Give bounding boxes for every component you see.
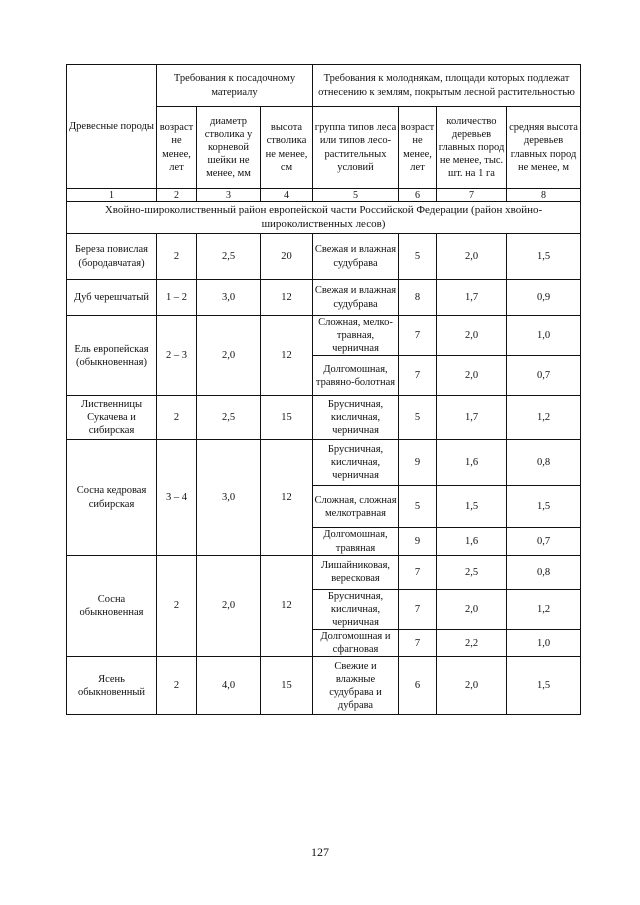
column-number: 6: [399, 189, 437, 202]
column-number: 2: [157, 189, 197, 202]
header-youngs-group: Требования к молоднякам, площади которых подлежат отнесению к землям, покрытым лесной растительностью: [313, 65, 581, 107]
diameter-cell: 3,0: [197, 440, 261, 555]
header-young-age: возраст не менее, лет: [399, 107, 437, 189]
species-cell: Ясень обыкновенный: [67, 657, 157, 715]
young-age-cell: 5: [399, 396, 437, 440]
tree-count-cell: 1,7: [437, 280, 507, 316]
header-species: Древесные породы: [67, 65, 157, 189]
forest-type-cell: Свежая и влажная судубрава: [313, 280, 399, 316]
species-cell: Дуб черешчатый: [67, 280, 157, 316]
avg-height-cell: 1,5: [507, 234, 581, 280]
forest-type-cell: Сложная, сложная мелкотравная: [313, 486, 399, 528]
section-row: [67, 202, 581, 234]
species-cell: Ель европейская (обыкновенная): [67, 316, 157, 396]
diameter-cell: 2,5: [197, 396, 261, 440]
forest-type-cell: Лишайниковая, вересковая: [313, 555, 399, 589]
diameter-cell: 2,0: [197, 316, 261, 396]
column-number: 4: [261, 189, 313, 202]
avg-height-cell: 1,2: [507, 396, 581, 440]
table-row: [67, 280, 581, 316]
table-row: [67, 657, 581, 715]
seedling-age-cell: 1 – 2: [157, 280, 197, 316]
avg-height-cell: 1,2: [507, 589, 581, 629]
header-row: [67, 65, 581, 107]
forest-type-cell: Брусничная, кисличная, черничная: [313, 440, 399, 486]
seedling-age-cell: 2: [157, 657, 197, 715]
forest-type-cell: Брусничная, кисличная, черничная: [313, 396, 399, 440]
table-row: [67, 316, 581, 356]
header-forest-type: группа типов леса или типов лесо-растительных условий: [313, 107, 399, 189]
height-cell: 12: [261, 280, 313, 316]
seedling-age-cell: 2: [157, 555, 197, 657]
header-diameter: диаметр стволика у корневой шейки не менее, мм: [197, 107, 261, 189]
header-count: количество деревьев главных пород не менее, тыс. шт. на 1 га: [437, 107, 507, 189]
header-planting-group: Требования к посадочному материалу: [157, 65, 313, 107]
avg-height-cell: 1,0: [507, 630, 581, 657]
header-age: возраст не менее, лет: [157, 107, 197, 189]
young-age-cell: 9: [399, 440, 437, 486]
column-number: 3: [197, 189, 261, 202]
forest-type-cell: Долгомошная, травяно-болотная: [313, 356, 399, 396]
height-cell: 12: [261, 440, 313, 555]
avg-height-cell: 1,0: [507, 316, 581, 356]
height-cell: 15: [261, 657, 313, 715]
seedling-age-cell: 2 – 3: [157, 316, 197, 396]
diameter-cell: 2,0: [197, 555, 261, 657]
column-number: 7: [437, 189, 507, 202]
diameter-cell: 2,5: [197, 234, 261, 280]
diameter-cell: 4,0: [197, 657, 261, 715]
tree-count-cell: 1,6: [437, 440, 507, 486]
diameter-cell: 3,0: [197, 280, 261, 316]
table-row: [67, 396, 581, 440]
young-age-cell: 7: [399, 589, 437, 629]
tree-count-cell: 2,0: [437, 356, 507, 396]
height-cell: 15: [261, 396, 313, 440]
tree-count-cell: 2,2: [437, 630, 507, 657]
column-number: 5: [313, 189, 399, 202]
column-number: 1: [67, 189, 157, 202]
column-number: 8: [507, 189, 581, 202]
forest-type-cell: Свежая и влажная судубрава: [313, 234, 399, 280]
height-cell: 20: [261, 234, 313, 280]
requirements-table: [66, 64, 581, 715]
young-age-cell: 7: [399, 316, 437, 356]
forest-type-cell: Брусничная, кисличная, черничная: [313, 589, 399, 629]
forest-type-cell: Долгомошная и сфагновая: [313, 630, 399, 657]
avg-height-cell: 1,5: [507, 657, 581, 715]
table-row: [67, 234, 581, 280]
young-age-cell: 7: [399, 630, 437, 657]
avg-height-cell: 0,8: [507, 555, 581, 589]
avg-height-cell: 0,9: [507, 280, 581, 316]
species-cell: Береза повислая (бородавчатая): [67, 234, 157, 280]
forest-type-cell: Сложная, мелко-травная, черничная: [313, 316, 399, 356]
species-cell: Сосна обыкновенная: [67, 555, 157, 657]
forest-type-cell: Долгомошная, травяная: [313, 528, 399, 555]
avg-height-cell: 0,7: [507, 356, 581, 396]
young-age-cell: 8: [399, 280, 437, 316]
tree-count-cell: 1,7: [437, 396, 507, 440]
tree-count-cell: 2,0: [437, 234, 507, 280]
column-numbers-row: [67, 189, 581, 202]
species-cell: Сосна кедровая сибирская: [67, 440, 157, 555]
seedling-age-cell: 2: [157, 396, 197, 440]
young-age-cell: 7: [399, 555, 437, 589]
forest-type-cell: Свежие и влажные судубрава и дубрава: [313, 657, 399, 715]
height-cell: 12: [261, 316, 313, 396]
section-title: Хвойно-широколиственный район европейской части Российской Федерации (район хвойно-широколиственных лесов): [67, 202, 581, 234]
tree-count-cell: 2,0: [437, 657, 507, 715]
tree-count-cell: 1,5: [437, 486, 507, 528]
avg-height-cell: 0,7: [507, 528, 581, 555]
table-row: [67, 555, 581, 589]
tree-count-cell: 2,0: [437, 589, 507, 629]
tree-count-cell: 2,5: [437, 555, 507, 589]
tree-count-cell: 1,6: [437, 528, 507, 555]
young-age-cell: 7: [399, 356, 437, 396]
tree-count-cell: 2,0: [437, 316, 507, 356]
header-height: высота стволика не менее, см: [261, 107, 313, 189]
table-row: [67, 440, 581, 486]
species-cell: Лиственницы Сукачева и сибирская: [67, 396, 157, 440]
avg-height-cell: 1,5: [507, 486, 581, 528]
page-number: 127: [311, 845, 329, 859]
height-cell: 12: [261, 555, 313, 657]
seedling-age-cell: 2: [157, 234, 197, 280]
avg-height-cell: 0,8: [507, 440, 581, 486]
young-age-cell: 5: [399, 234, 437, 280]
young-age-cell: 9: [399, 528, 437, 555]
header-avg-height: средняя высота деревьев главных пород не менее, м: [507, 107, 581, 189]
seedling-age-cell: 3 – 4: [157, 440, 197, 555]
young-age-cell: 6: [399, 657, 437, 715]
young-age-cell: 5: [399, 486, 437, 528]
